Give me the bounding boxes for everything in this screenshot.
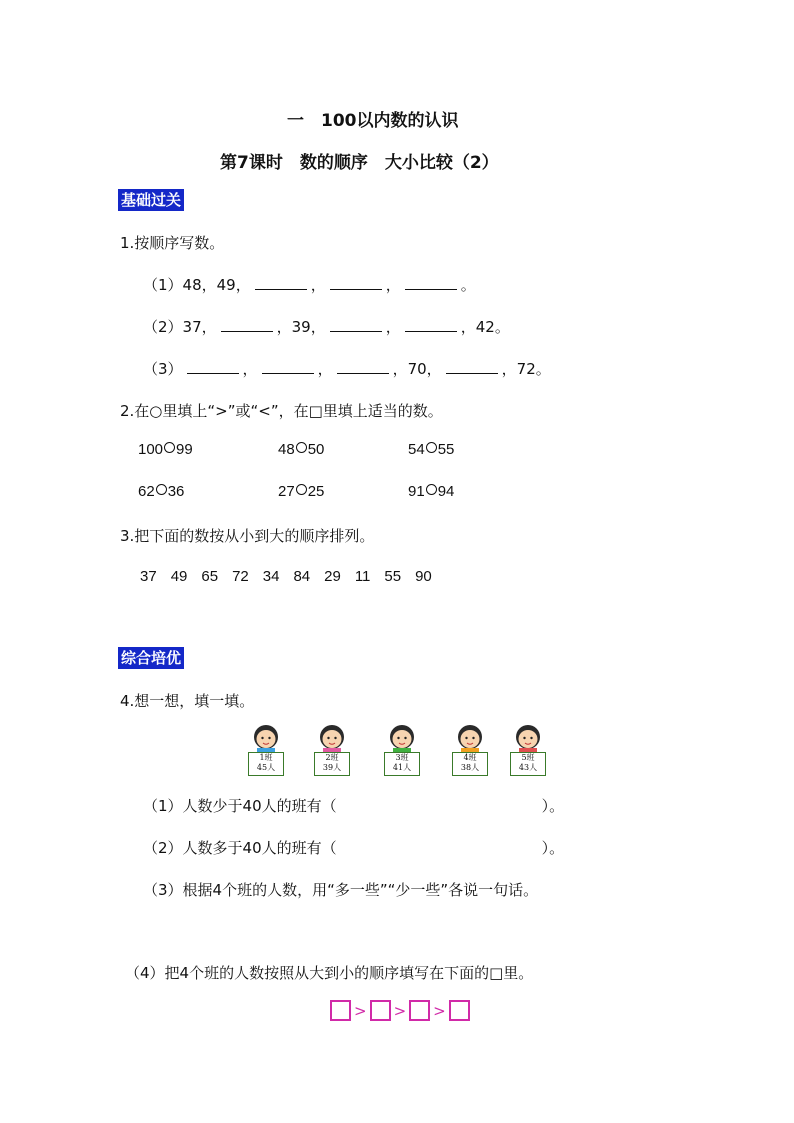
- child-face-icon: [384, 722, 420, 756]
- q4-sub4: （4）把4个班的人数按照从大到小的顺序填写在下面的□里。: [125, 964, 534, 982]
- right-number: 36: [167, 483, 185, 500]
- left-number: 62: [138, 483, 155, 500]
- answer-box[interactable]: [330, 1000, 351, 1021]
- sep: ，: [385, 276, 401, 294]
- q1-row3-label: （3）: [143, 360, 183, 378]
- order-boxes: [330, 1000, 470, 1021]
- answer-box[interactable]: [449, 1000, 470, 1021]
- right-number: 99: [176, 441, 193, 458]
- q3-stem: 3.把下面的数按从小到大的顺序排列。: [120, 527, 375, 545]
- q1-row3-end: ，72。: [501, 360, 551, 378]
- blank[interactable]: [255, 275, 307, 290]
- sep: ，: [317, 360, 333, 378]
- lesson-title: 第7课时 数的顺序 大小比较（2）: [220, 153, 499, 173]
- q4-sub2: [143, 837, 564, 858]
- right-number: 55: [437, 441, 455, 458]
- greater-than-sign: >: [433, 1001, 446, 1020]
- compare-circle-icon[interactable]: [426, 442, 437, 453]
- compare-circle-icon[interactable]: [156, 484, 167, 495]
- q1-row2: [143, 316, 510, 337]
- class-count: 45人: [256, 763, 276, 772]
- number: 29: [324, 568, 341, 585]
- number: 34: [262, 568, 280, 585]
- close-paren: ）。: [541, 839, 565, 857]
- number: 49: [170, 568, 188, 585]
- number: 84: [293, 568, 311, 585]
- class-sign: [314, 752, 350, 776]
- greater-than-sign: >: [393, 1001, 407, 1020]
- number: 90: [415, 568, 432, 585]
- answer-box[interactable]: [370, 1000, 391, 1021]
- left-number: 27: [278, 483, 295, 500]
- sep: ，: [310, 276, 326, 294]
- left-number: 100: [138, 441, 164, 458]
- q1-row3-mid: ，70，: [392, 360, 442, 378]
- blank[interactable]: [221, 317, 273, 332]
- sep: ，: [385, 318, 401, 336]
- class-count: 43人: [518, 763, 538, 772]
- compare-item[interactable]: [138, 483, 184, 500]
- class-count: 41人: [392, 763, 412, 772]
- class-kid-figure: [510, 722, 546, 772]
- q4-stem: 4.想一想，填一填。: [120, 692, 255, 710]
- compare-item[interactable]: [278, 483, 324, 500]
- class-name: 5班: [521, 753, 535, 762]
- class-kid-figure: [452, 722, 488, 772]
- compare-item[interactable]: [408, 483, 454, 500]
- child-face-icon: [452, 722, 488, 756]
- class-kid-figure: [248, 722, 284, 772]
- blank[interactable]: [337, 359, 389, 374]
- compare-item[interactable]: [408, 441, 454, 458]
- number: 11: [354, 568, 371, 585]
- class-kid-figure: [314, 722, 350, 772]
- left-number: 54: [408, 441, 425, 458]
- number: 65: [201, 568, 219, 585]
- left-number: 48: [278, 441, 295, 458]
- left-number: 91: [408, 483, 425, 500]
- q4-sub1: [143, 795, 564, 816]
- sep: ，: [242, 360, 258, 378]
- section-advanced: 综合培优: [118, 647, 184, 669]
- q4-sub1-text: （1）人数少于40人的班有（: [143, 797, 337, 815]
- class-name: 1班: [259, 753, 273, 762]
- blank[interactable]: [446, 359, 498, 374]
- class-sign: [510, 752, 546, 776]
- blank[interactable]: [187, 359, 239, 374]
- blank[interactable]: [405, 317, 457, 332]
- child-face-icon: [248, 722, 284, 756]
- child-face-icon: [314, 722, 350, 756]
- greater-than-sign: >: [354, 1001, 367, 1020]
- right-number: 25: [307, 483, 325, 500]
- class-kid-figure: [384, 722, 420, 772]
- blank[interactable]: [262, 359, 314, 374]
- class-name: 3班: [395, 753, 409, 762]
- class-sign: [248, 752, 284, 776]
- number: 55: [384, 568, 402, 585]
- class-kids-illustration: [248, 722, 548, 778]
- section-basic: 基础过关: [118, 189, 184, 211]
- compare-circle-icon[interactable]: [426, 484, 437, 495]
- compare-circle-icon[interactable]: [296, 484, 307, 495]
- compare-item[interactable]: [138, 441, 193, 458]
- class-sign: [452, 752, 488, 776]
- compare-circle-icon[interactable]: [164, 442, 175, 453]
- q3-number-list: [140, 566, 446, 585]
- compare-circle-icon[interactable]: [296, 442, 307, 453]
- compare-item[interactable]: [278, 441, 324, 458]
- unit-title: 一 100以内数的认识: [287, 111, 459, 131]
- q4-sub2-text: （2）人数多于40人的班有（: [143, 839, 337, 857]
- q1-stem: 1.按顺序写数。: [120, 234, 225, 252]
- q1-row2-label: （2）37，: [143, 318, 217, 336]
- q1-row3: [143, 358, 551, 379]
- class-name: 2班: [325, 753, 339, 762]
- right-number: 50: [307, 441, 325, 458]
- child-face-icon: [510, 722, 546, 756]
- q1-row1: [143, 274, 476, 295]
- number: 72: [232, 568, 249, 585]
- q4-sub3: （3）根据4个班的人数，用“多一些”“少一些”各说一句话。: [143, 881, 539, 899]
- class-count: 38人: [460, 763, 480, 772]
- class-name: 4班: [463, 753, 477, 762]
- blank[interactable]: [405, 275, 457, 290]
- answer-box[interactable]: [409, 1000, 430, 1021]
- class-count: 39人: [322, 763, 342, 772]
- close-paren: ）。: [541, 797, 565, 815]
- q1-row2-end: ，42。: [460, 318, 510, 336]
- right-number: 94: [437, 483, 455, 500]
- q2-stem: 2.在○里填上“>”或“<”，在□里填上适当的数。: [120, 402, 443, 420]
- end: 。: [460, 276, 476, 294]
- number: 37: [140, 568, 157, 585]
- q1-row1-label: （1）48，49，: [143, 276, 251, 294]
- blank[interactable]: [330, 317, 382, 332]
- blank[interactable]: [330, 275, 382, 290]
- class-sign: [384, 752, 420, 776]
- q1-row2-mid: ，39，: [276, 318, 326, 336]
